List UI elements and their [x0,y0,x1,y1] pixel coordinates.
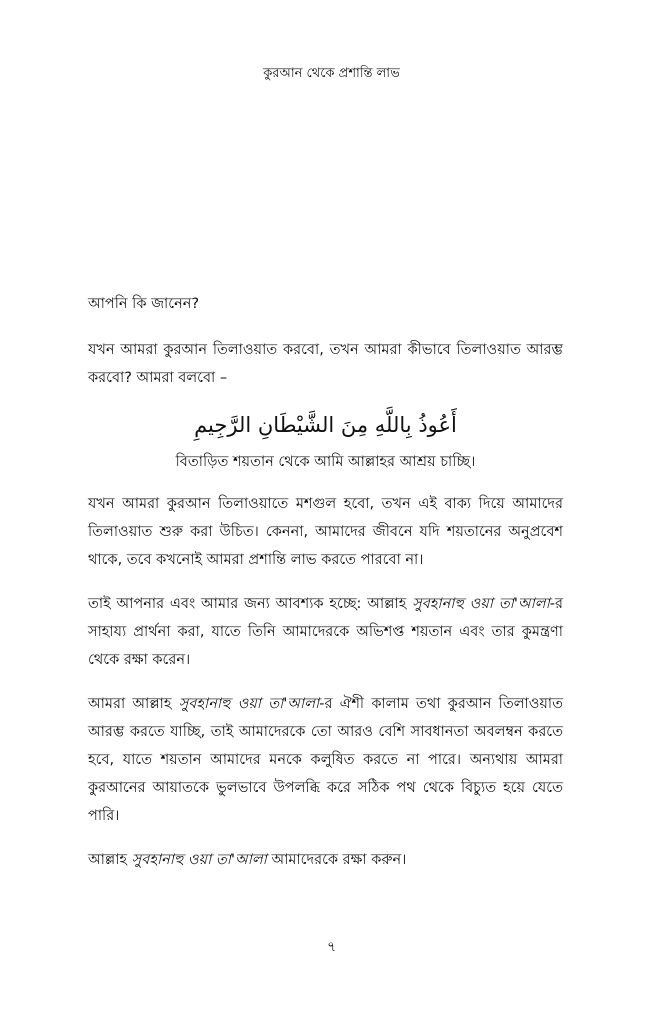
paragraph-3 [88,590,563,674]
running-head: কুরআন থেকে প্রশান্তি লাভ [263,66,400,81]
paragraph-5 [88,846,563,874]
paragraph-2: যখন আমরা কুরআন তিলাওয়াতে মশগুল হবো, তখন এই বাক্য দিয়ে আমাদের তিলাওয়াত শুরু করা উচিত। কেননা, আমাদের জীবনে যদি শয়তানের অনুপ্রবেশ থাকে, তবে কখনোই আমরা প্রশান্তি লাভ করতে পারবো না। [88,496,563,568]
paragraph-3-text-a: তাই আপনার এবং আমার জন্য আবশ্যক হচ্ছে: আল্লাহ [88,596,413,612]
arabic-verse: أَعُوذُ بِاللَّهِ مِنَ الشَّيْطَانِ الرَّجِيمِ [194,413,457,437]
paragraph-4-text-a: আমরা আল্লাহ [88,696,179,712]
paragraph-3-text-b: -র সাহায্য প্রার্থনা করা, যাতে তিনি আমাদেরকে অভিশপ্ত শয়তান এবং তার কুমন্ত্রণা থেকে রক্ষা করেন। [88,596,564,668]
section-heading: আপনি কি জানেন? [88,296,200,312]
paragraph-5-text-b: আমাদেরকে রক্ষা করুন। [266,852,407,868]
paragraph-3-italic: সুবহানাহু ওয়া তা'আলা [412,596,550,612]
paragraph-5-text-a: আল্লাহ [88,852,132,868]
paragraph-4-italic: সুবহানাহু ওয়া তা'আলা [178,696,320,712]
paragraph-4 [88,690,563,830]
paragraph-1: যখন আমরা কুরআন তিলাওয়াত করবো, তখন আমরা কীভাবে তিলাওয়াত আরম্ভ করবো? আমরা বলবো – [88,342,563,386]
paragraph-5-italic: সুবহানাহু ওয়া তা'আলা [131,852,267,868]
body-text [88,290,563,890]
page-number: ৭ [326,939,337,955]
paragraph-4-text-b: -র ঐশী কালাম তথা কুরআন তিলাওয়াত আরম্ভ করতে যাচ্ছি, তাই আমাদেরকে তো আরও বেশি সাবধানতা অবলম্বন করতে হবে, যাতে শয়তান আমাদের মনকে কলুষিত করতে না পারে। অন্যথায় আমরা কুরআনের আয়াতকে ভুলভাবে উপলব্ধি করে সঠিক পথ থেকে বিচ্যুত হয়ে যেতে পারি। [88,696,564,824]
translation-line: বিতাড়িত শয়তান থেকে আমি আল্লাহর আশ্রয় চাচ্ছি। [175,454,476,470]
